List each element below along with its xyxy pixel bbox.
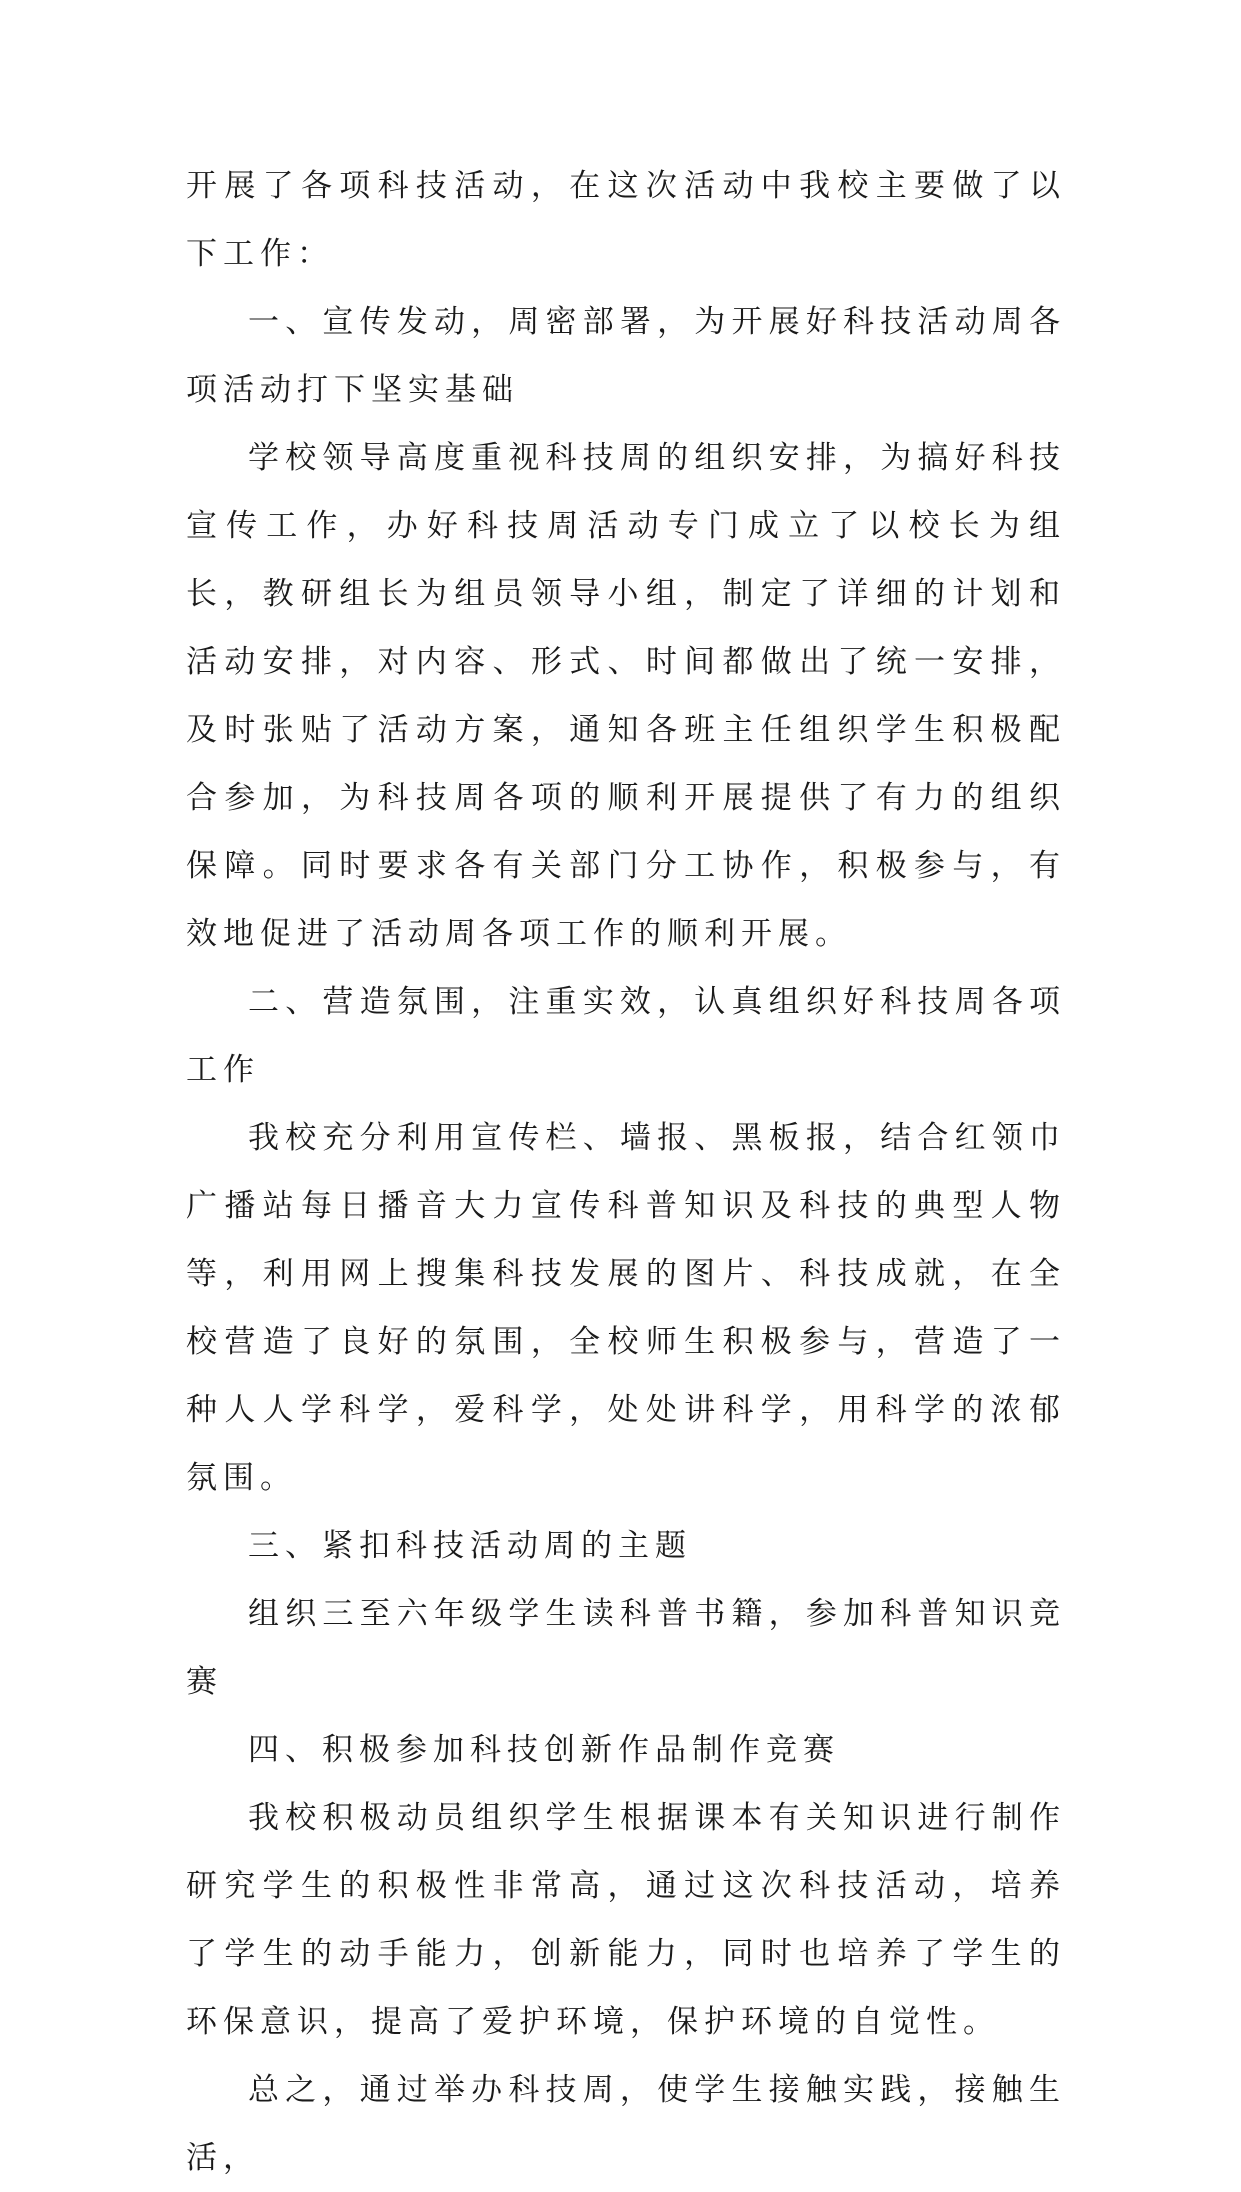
- section-heading-1: 一、宣传发动，周密部署，为开展好科技活动周各项活动打下坚实基础: [186, 304, 1066, 408]
- paragraph-intro: 开展了各项科技活动，在这次活动中我校主要做了以下工作：: [186, 168, 1066, 272]
- paragraph-section-3: 组织三至六年级学生读科普书籍，参加科普知识竞赛: [186, 1596, 1066, 1700]
- paragraph-section-1: 学校领导高度重视科技周的组织安排，为搞好科技宣传工作，办好科技周活动专门成立了以校长为组长，教研组长为组员领导小组，制定了详细的计划和活动安排，对内容、形式、时间都做出了统一安排，及时张贴了活动方案，通知各班主任组织学生积极配合参加，为科技周各项的顺利开展提供了有力的组织保障。同时要求各有关部门分工协作，积极参与，有效地促进了活动周各项工作的顺利开展。: [186, 440, 1066, 952]
- document-body: [186, 152, 1066, 2192]
- section-heading-3: 三、紧扣科技活动周的主题: [248, 1528, 692, 1564]
- section-heading-4: 四、积极参加科技创新作品制作竞赛: [248, 1732, 840, 1768]
- paragraph-section-2: 我校充分利用宣传栏、墙报、黑板报，结合红领巾广播站每日播音大力宣传科普知识及科技的典型人物等，利用网上搜集科技发展的图片、科技成就，在全校营造了良好的氛围，全校师生积极参与，营造了一种人人学科学，爱科学，处处讲科学，用科学的浓郁氛围。: [186, 1120, 1066, 1496]
- paragraph-conclusion: 总之，通过举办科技周，使学生接触实践，接触生活，: [186, 2072, 1066, 2176]
- paragraph-section-4: 我校积极动员组织学生根据课本有关知识进行制作研究学生的积极性非常高，通过这次科技活动，培养了学生的动手能力，创新能力，同时也培养了学生的环保意识，提高了爱护环境，保护环境的自觉性。: [186, 1800, 1066, 2040]
- section-heading-2: 二、营造氛围，注重实效，认真组织好科技周各项工作: [186, 984, 1066, 1088]
